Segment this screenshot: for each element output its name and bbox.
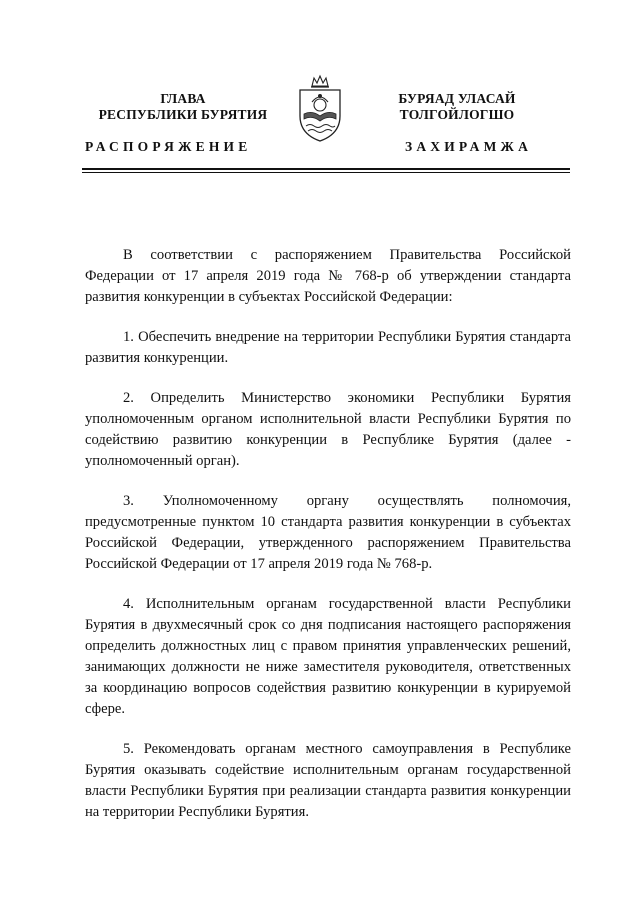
item-paragraph-5: 5. Рекомендовать органам местного самоуправления в Республике Бурятия оказывать содействие исполнительным органам государственной власти Республики Бурятия при реализации стандарта развития конкуренции на территории Республики Бурятия. (85, 741, 571, 820)
issuer-ru-line2: РЕСПУБЛИКИ БУРЯТИЯ (98, 107, 268, 122)
item-paragraph-3: 3. Уполномоченному органу осуществлять полномочия, предусмотренные пунктом 10 стандарта развития конкуренции в субъектах Российской Федерации, утвержденного распоряжением Правительства Российской Федерации от 17 апреля 2019 года № 768-р. (85, 493, 571, 572)
doc-type-bua: ЗАХИРАМЖА (405, 139, 533, 154)
item-paragraph-1: 1. Обеспечить внедрение на территории Республики Бурятия стандарта развития конкуренции. (85, 329, 571, 366)
issuer-bua-line2: ТОЛГОЙЛОГШО (399, 107, 515, 122)
item-paragraph-4: 4. Исполнительным органам государственной власти Республики Бурятия в двухмесячный срок со дня подписания настоящего распоряжения определить должностных лиц с правом принятия управленческих решений, занимающих должности не ниже заместителя руководителя, ответственных за координацию вопросов содействия развитию конкуренции в курируемой сфере. (85, 596, 571, 717)
preamble-paragraph: В соответствии с распоряжением Правительства Российской Федерации от 17 апреля 2019 года № 768-р об утверждении стандарта развития конкуренции в субъектах Российской Федерации: (85, 247, 571, 305)
coat-of-arms-of-buryatia-icon (292, 72, 348, 144)
item-paragraph-2: 2. Определить Министерство экономики Республики Бурятия уполномоченным органом исполнительной власти Республики Бурятия по содействию развитию конкуренции в Республике Бурятия (далее - уполномоченный орган). (85, 390, 571, 469)
issuer-ru (78, 91, 288, 123)
header-divider-thin (82, 172, 570, 173)
issuer-bua (352, 91, 562, 123)
issuer-ru-line1: ГЛАВА (160, 91, 206, 106)
issuer-bua-line1: БУРЯАД УЛАСАЙ (398, 91, 516, 106)
header-divider-thick (82, 168, 570, 170)
doc-type-ru: РАСПОРЯЖЕНИЕ (85, 139, 252, 154)
document-body (85, 245, 571, 842)
